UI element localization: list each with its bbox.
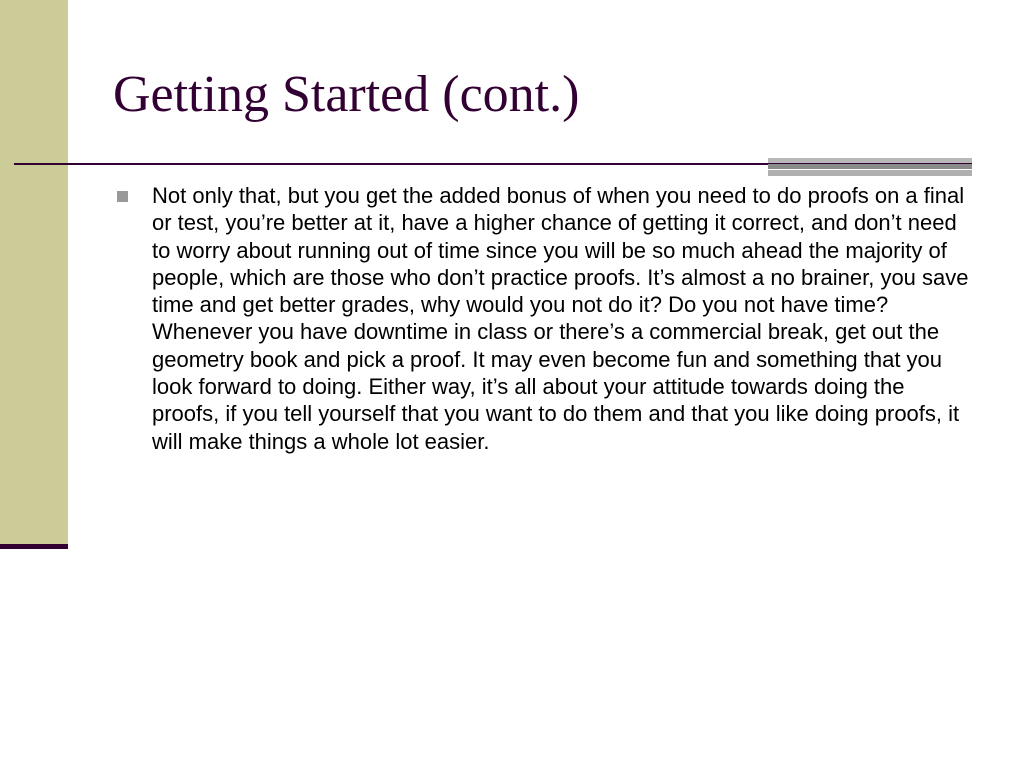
title-accent-bar — [768, 158, 972, 178]
bullet-text: Not only that, but you get the added bonus of when you need to do proofs on a final or test, you’re better at it, have a higher chance of getting it correct, and don’t need to worry about running out of time since you will be so much ahead the majority of people, which are those who don’t practice proofs. It’s almost a no brainer, you save time and get better grades, why would you not do it? Do you not have time? Whenever you have downtime in class or there’s a commercial break, get out the geometry book and pick a proof. It may even become fun and something that you look forward to doing. Either way, it’s all about your attitude towards doing the proofs, if you tell yourself that you want to do them and that you like doing proofs, it will make things a whole lot easier. — [152, 183, 969, 454]
accent-stripe-top — [768, 158, 972, 163]
left-decorative-band — [0, 0, 68, 545]
slide-title: Getting Started (cont.) — [113, 66, 580, 123]
bullet-list — [112, 182, 972, 455]
accent-stripe-bottom — [768, 170, 972, 176]
accent-stripe-middle — [768, 164, 972, 169]
left-band-bottom-rule — [0, 544, 68, 549]
bullet-item — [112, 182, 972, 455]
square-bullet-icon — [117, 191, 128, 202]
